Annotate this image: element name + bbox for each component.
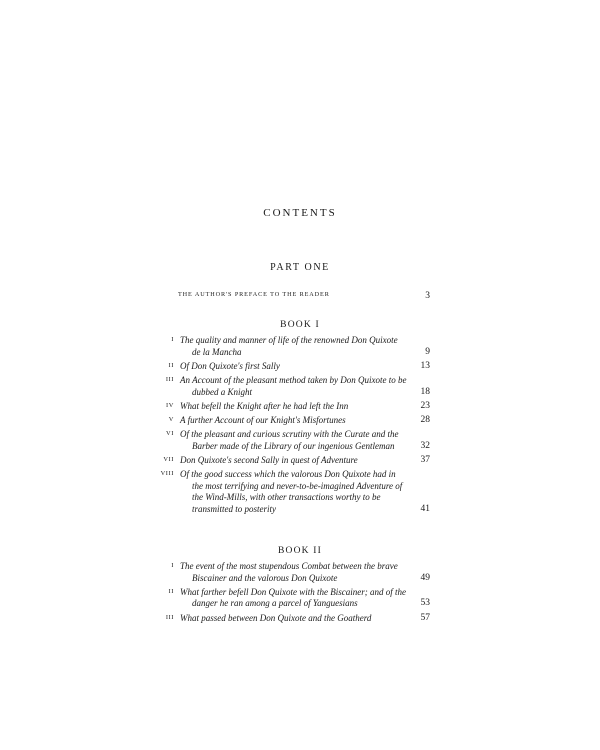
chapter-number: VII xyxy=(163,455,174,463)
preface-title: THE AUTHOR'S PREFACE TO THE READER xyxy=(178,291,330,298)
chapter-number: VIII xyxy=(160,470,174,478)
chapter-title: Of the pleasant and curious scrutiny with the Curate and the Barber made of the Library of our ingenious Gentleman xyxy=(180,429,399,451)
chapter-page-number: 53 xyxy=(420,598,430,609)
chapter-title: Of Don Quixote's first Sally xyxy=(180,360,280,371)
chapter-page-number: 37 xyxy=(420,454,430,465)
chapter-page-number: 28 xyxy=(420,414,430,425)
chapter-number: IV xyxy=(166,401,174,409)
chapter-title: What befell the Knight after he had left the Inn xyxy=(180,400,349,411)
chapter-number: V xyxy=(168,415,174,423)
toc-entry xyxy=(0,613,600,625)
chapter-number: II xyxy=(168,587,174,595)
toc-entry xyxy=(0,361,600,373)
toc-entry xyxy=(0,455,600,467)
chapter-page-number: 18 xyxy=(420,386,430,397)
toc-entry xyxy=(0,429,600,452)
chapter-title: The event of the most stupendous Combat between the brave Biscainer and the valorous Don Quixote xyxy=(180,561,398,583)
chapter-page-number: 9 xyxy=(425,346,430,357)
chapter-page-number: 57 xyxy=(420,612,430,623)
chapter-number: I xyxy=(171,336,174,343)
chapter-number: I xyxy=(171,562,174,569)
chapter-number: II xyxy=(168,361,174,369)
chapter-number: VI xyxy=(166,430,174,438)
chapter-page-number: 23 xyxy=(420,400,430,411)
toc-entry xyxy=(0,375,600,398)
toc-entry xyxy=(0,401,600,413)
toc-entry xyxy=(0,561,600,584)
chapter-page-number: 13 xyxy=(420,360,430,371)
chapter-title: What passed between Don Quixote and the Goatherd xyxy=(180,612,372,623)
toc-entry xyxy=(0,335,600,358)
toc-entry xyxy=(0,587,600,610)
chapter-page-number: 41 xyxy=(420,503,430,514)
book-2-heading: BOOK II xyxy=(277,546,323,556)
chapter-page-number: 49 xyxy=(420,572,430,583)
chapter-number: III xyxy=(165,375,174,383)
contents-heading: CONTENTS xyxy=(263,207,337,219)
part-heading: PART ONE xyxy=(270,262,330,273)
chapter-title: The quality and manner of life of the renowned Don Quixote de la Mancha xyxy=(180,335,398,357)
chapter-title: Don Quixote's second Sally in quest of Adventure xyxy=(180,454,358,465)
preface-page-number: 3 xyxy=(425,291,430,301)
chapter-title: Of the good success which the valorous Don Quixote had in the most terrifying and never-to-be-imagined Adventure of the Wind-Mills, with other transactions worthy to be transmitted to posterity xyxy=(180,469,403,514)
chapter-number: III xyxy=(165,613,174,621)
chapter-title: An Account of the pleasant method taken by Don Quixote to be dubbed a Knight xyxy=(180,374,407,397)
book-1-heading: BOOK I xyxy=(280,320,320,330)
book-2-chapter-list xyxy=(0,561,600,627)
toc-entry xyxy=(0,469,600,515)
chapter-title: What farther befell Don Quixote with the Biscainer; and of the danger he ran among a parcel of Yanguesians xyxy=(180,586,406,609)
chapter-page-number: 32 xyxy=(420,440,430,451)
toc-entry xyxy=(0,415,600,427)
chapter-title: A further Account of our Knight's Misfortunes xyxy=(180,414,346,425)
book-1-chapter-list xyxy=(0,335,600,518)
